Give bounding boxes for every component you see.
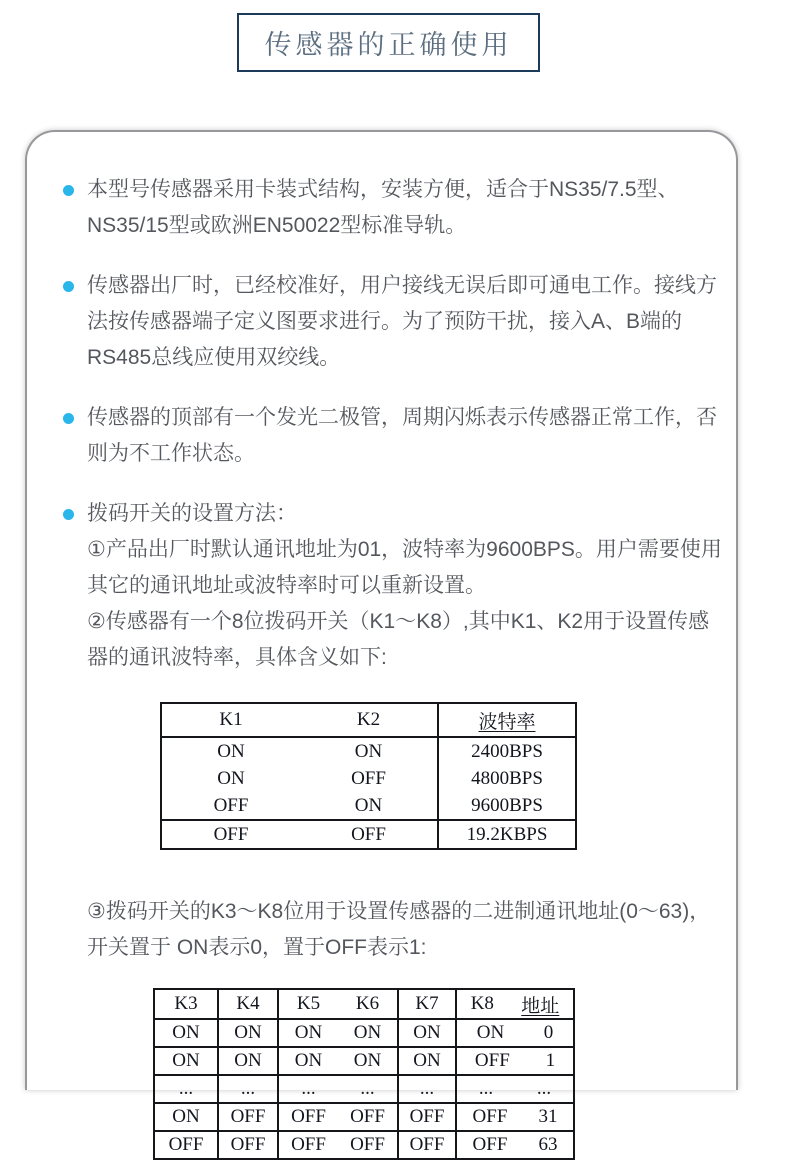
table-cell-text: ON bbox=[294, 1050, 323, 1071]
table-cell-text: ... bbox=[360, 1078, 375, 1099]
table-cell bbox=[455, 1020, 573, 1046]
table-cell bbox=[155, 1076, 217, 1102]
bullet-item bbox=[63, 172, 722, 244]
bullet-text: 传感器的顶部有一个发光二极管，周期闪烁表示传感器正常工作，否则为不工作状态。 bbox=[87, 406, 717, 465]
bullet-subitem: ①产品出厂时默认通讯地址为01，波特率为9600BPS。用户需要使用其它的通讯地址或波特率时可以重新设置。 bbox=[87, 538, 722, 597]
table-cell-text: 波特率 bbox=[478, 711, 536, 733]
bullet-text: 拨码开关的设置方法： bbox=[87, 502, 297, 525]
table-cell-text: 0 bbox=[543, 1022, 554, 1043]
table-cell-text: 2400BPS bbox=[471, 740, 543, 762]
table-cell-text: K4 bbox=[236, 993, 260, 1014]
table-cell bbox=[217, 1048, 277, 1074]
table-cell bbox=[397, 1020, 455, 1046]
table-row bbox=[162, 792, 575, 819]
table-cell bbox=[397, 1132, 455, 1158]
address-table bbox=[153, 988, 575, 1160]
table-row bbox=[155, 1046, 573, 1074]
table-cell bbox=[217, 1020, 277, 1046]
table-cell bbox=[277, 1048, 397, 1074]
table-cell-text: OFF bbox=[350, 1134, 385, 1155]
table-row bbox=[155, 1102, 573, 1130]
bullet-list bbox=[63, 172, 722, 676]
table-cell-text: OFF bbox=[409, 1134, 445, 1155]
table-cell-text: OFF bbox=[291, 1106, 326, 1127]
table-cell bbox=[397, 1048, 455, 1074]
table-cell-text: ON bbox=[234, 1050, 262, 1071]
table-cell-text: ON bbox=[172, 1050, 200, 1071]
table-cell-text: 31 bbox=[538, 1106, 558, 1127]
table-cell-text: 1 bbox=[545, 1050, 556, 1071]
content-card bbox=[25, 130, 738, 1155]
table-row bbox=[162, 704, 575, 738]
table-row bbox=[162, 738, 575, 765]
table-cell bbox=[217, 1132, 277, 1158]
bullet-text: 传感器出厂时，已经校准好，用户接线无误后即可通电工作。接线方法按传感器端子定义图要求进行。为了预防干扰，接入A、B端的RS485总线应使用双绞线。 bbox=[87, 274, 717, 369]
table-cell-text: ... bbox=[478, 1078, 494, 1099]
table-cell-text: ON bbox=[476, 1022, 505, 1043]
table-cell-text: ... bbox=[240, 1078, 256, 1099]
table-cell bbox=[155, 990, 217, 1018]
table-cell: K1 bbox=[219, 709, 243, 730]
table-cell-text: ON bbox=[172, 1106, 200, 1127]
table-cell-text: ON bbox=[413, 1050, 441, 1071]
bullet-subitem: ②传感器有一个8位拨码开关（K1～K8）,其中K1、K2用于设置传感器的通讯波特率，具体含义如下: bbox=[87, 610, 710, 669]
table-cell bbox=[455, 1076, 573, 1102]
table-cell-text: ON bbox=[294, 1022, 323, 1043]
table-cell bbox=[437, 765, 575, 792]
table-cell bbox=[437, 704, 575, 736]
table-cell bbox=[397, 1076, 455, 1102]
table-cell: ON bbox=[217, 767, 245, 789]
table-cell bbox=[277, 1132, 397, 1158]
bullet-item bbox=[63, 268, 722, 376]
bullet-item bbox=[63, 400, 722, 472]
section-title-box bbox=[237, 13, 540, 72]
table-cell-text: K5 bbox=[296, 993, 321, 1014]
table-cell-text: ON bbox=[413, 1022, 441, 1043]
table-cell-text: K3 bbox=[174, 993, 198, 1014]
table-cell bbox=[155, 1020, 217, 1046]
table-cell-text: 63 bbox=[538, 1134, 558, 1155]
table-cell bbox=[455, 1104, 573, 1130]
table-cell-text: OFF bbox=[230, 1134, 266, 1155]
table-cell-text: K6 bbox=[355, 993, 380, 1014]
table-row bbox=[155, 990, 573, 1018]
table-cell bbox=[397, 1104, 455, 1130]
address-note: ③拨码开关的K3～K8位用于设置传感器的二进制通讯地址(0～63)，开关置于 ON表示0，置于OFF表示1: bbox=[87, 900, 711, 959]
section-title: 传感器的正确使用 bbox=[264, 30, 513, 60]
table-cell bbox=[155, 1132, 217, 1158]
table-cell-text: K7 bbox=[415, 993, 439, 1014]
table-cell-text: OFF bbox=[291, 1134, 326, 1155]
table-cell-text: OFF bbox=[409, 1106, 445, 1127]
table-cell bbox=[277, 1104, 397, 1130]
table-cell-text: ... bbox=[419, 1078, 435, 1099]
table-cell-text: OFF bbox=[472, 1134, 508, 1155]
table-row bbox=[162, 765, 575, 792]
table-cell-text: K8 bbox=[470, 993, 494, 1014]
table-cell-text: OFF bbox=[474, 1050, 510, 1071]
table-row bbox=[162, 819, 575, 848]
baud-rate-table bbox=[160, 702, 577, 850]
table-cell bbox=[217, 1104, 277, 1130]
table-cell bbox=[397, 990, 455, 1018]
table-cell-text: ... bbox=[178, 1078, 194, 1099]
table-cell: OFF bbox=[213, 823, 249, 845]
table-cell: ON bbox=[354, 794, 383, 816]
table-cell: OFF bbox=[351, 823, 386, 845]
table-cell bbox=[455, 1048, 573, 1074]
table-cell bbox=[437, 792, 575, 819]
table-row bbox=[155, 1130, 573, 1158]
table-cell-text: ... bbox=[301, 1078, 316, 1099]
table-row bbox=[155, 1074, 573, 1102]
table-cell-text: OFF bbox=[168, 1134, 204, 1155]
table-cell bbox=[437, 738, 575, 765]
bullet-text: 本型号传感器采用卡装式结构，安装方便，适合于NS35/7.5型、NS35/15型或欧洲EN50022型标准导轨。 bbox=[87, 178, 679, 237]
table-cell bbox=[217, 990, 277, 1018]
table-cell bbox=[155, 1048, 217, 1074]
table-cell-text: ON bbox=[353, 1022, 382, 1043]
table-cell-text: OFF bbox=[230, 1106, 266, 1127]
table-cell: ON bbox=[354, 740, 383, 762]
table-cell bbox=[217, 1076, 277, 1102]
table-cell: K2 bbox=[356, 709, 381, 730]
table-cell bbox=[277, 1076, 397, 1102]
table-cell: OFF bbox=[351, 767, 386, 789]
table-cell-text: 4800BPS bbox=[471, 767, 543, 789]
table-cell bbox=[455, 1132, 573, 1158]
table-cell: OFF bbox=[213, 794, 249, 816]
table-cell-text: 19.2KBPS bbox=[466, 823, 548, 845]
table-row bbox=[155, 1018, 573, 1046]
table-cell bbox=[277, 1020, 397, 1046]
table-cell-text: ON bbox=[234, 1022, 262, 1043]
table-cell-text: 9600BPS bbox=[471, 794, 543, 816]
table-cell-text: ... bbox=[536, 1078, 552, 1099]
table-cell-text: OFF bbox=[350, 1106, 385, 1127]
table-cell-text: OFF bbox=[472, 1106, 508, 1127]
table-cell bbox=[455, 990, 573, 1018]
table-cell-text: ON bbox=[172, 1022, 200, 1043]
table-cell bbox=[277, 990, 397, 1018]
table-cell bbox=[155, 1104, 217, 1130]
bullet-item bbox=[63, 496, 722, 676]
table-cell: ON bbox=[217, 740, 245, 762]
table-cell-text: ON bbox=[353, 1050, 382, 1071]
table-cell-text: 地址 bbox=[521, 995, 560, 1017]
table-cell bbox=[437, 821, 575, 848]
